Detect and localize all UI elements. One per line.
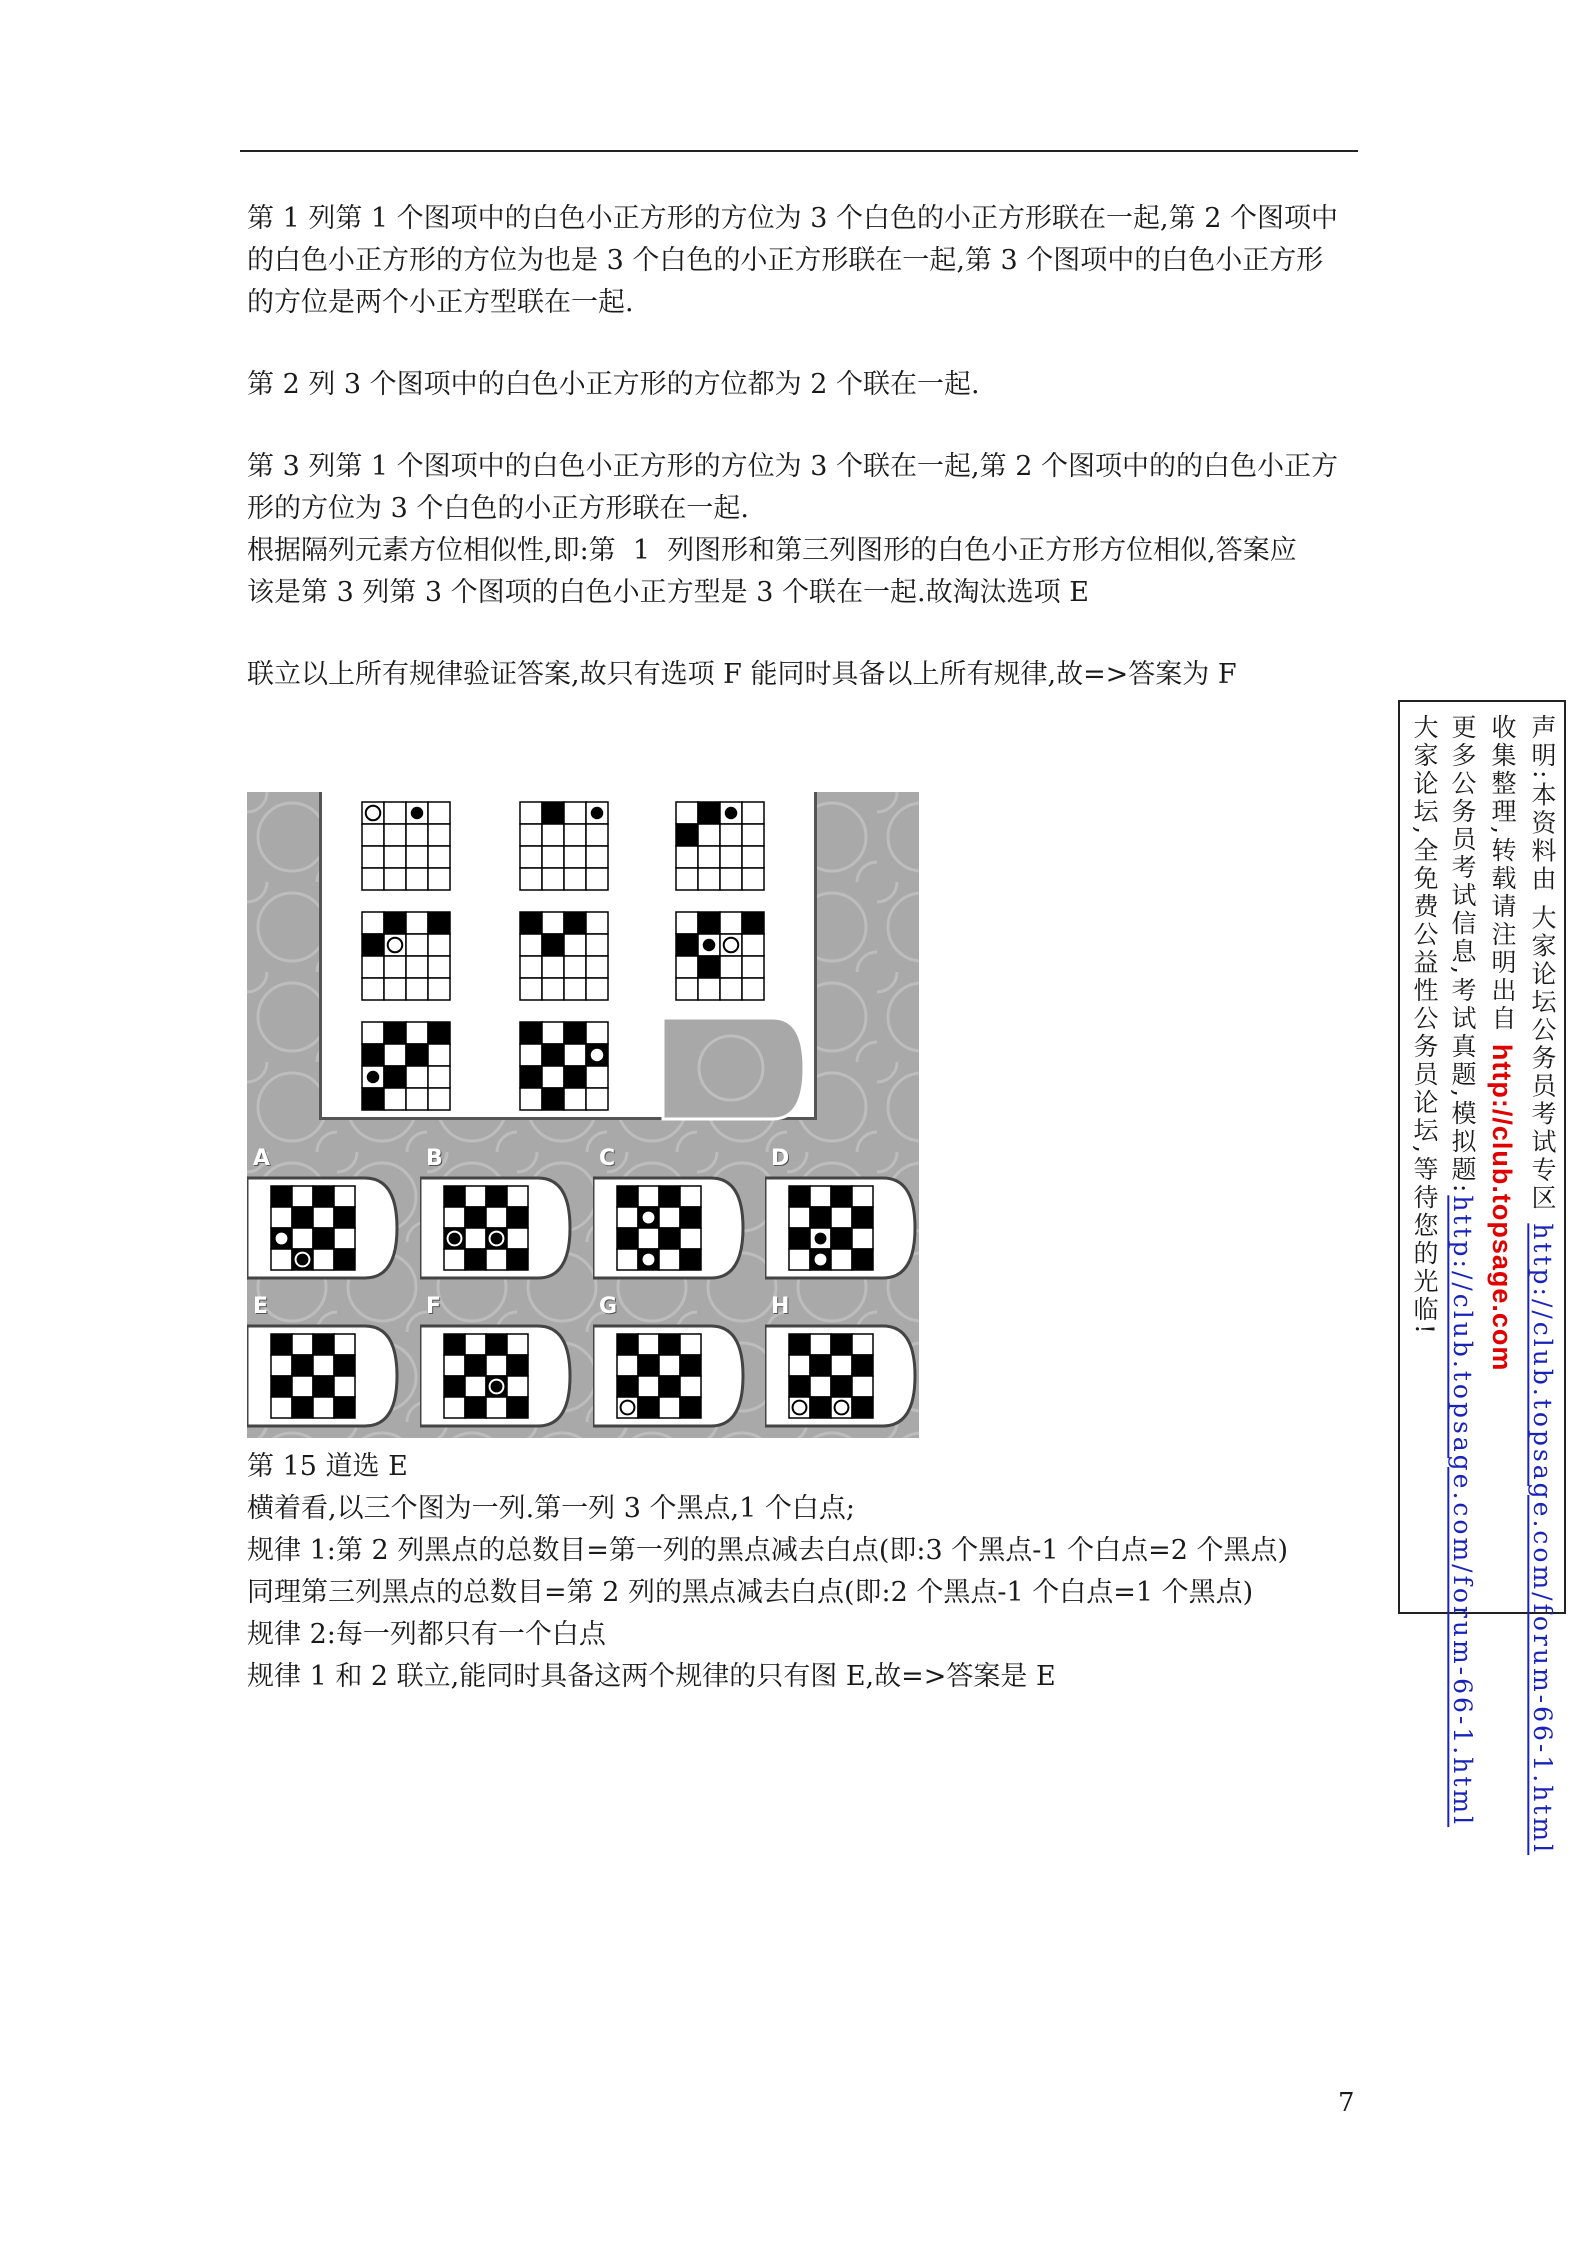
matrix-cell-8 xyxy=(518,1020,610,1112)
option-c[interactable] xyxy=(593,1176,745,1280)
option-letter-c: C xyxy=(599,1146,616,1171)
site-link[interactable]: http://club.topsage.com xyxy=(1487,1043,1517,1372)
matrix-cell-4 xyxy=(360,910,452,1002)
disclaimer-column-3 xyxy=(1446,714,1478,1827)
paragraph-column3: 第 3 列第 1 个图项中的白色小正方形的方位为 3 个联在一起,第 2 个图项中的的白色小正方 形的方位为 3 个白色的小正方形联在一起. 根据隔列元素方位相似性,即:第 1 列图形和第三列图形的白色小正方形方位相似,答案应 该是第 3 列第 3 个图项的白色小正方型是 3 个联在一起.故淘汰选项 E xyxy=(247,451,1338,608)
paragraph-conclusion: 联立以上所有规律验证答案,故只有选项 F 能同时具备以上所有规律,故=>答案为 F xyxy=(247,659,1237,690)
disclaimer-column-2 xyxy=(1486,714,1518,1371)
option-g[interactable] xyxy=(593,1324,745,1428)
paragraph-column1: 第 1 列第 1 个图项中的白色小正方形的方位为 3 个白色的小正方形联在一起,第 2 个图项中 的白色小正方形的方位为也是 3 个白色的小正方形联在一起,第 3 个图项中的白色小正方形 的方位是两个小正方型联在一起. xyxy=(247,203,1338,318)
disclaimer-column-4 xyxy=(1408,714,1440,1337)
option-d[interactable] xyxy=(765,1176,917,1280)
option-letter-g: G xyxy=(599,1294,618,1319)
option-letter-a: A xyxy=(253,1146,271,1171)
paragraph-column2: 第 2 列 3 个图项中的白色小正方形的方位都为 2 个联在一起. xyxy=(247,369,980,400)
option-b[interactable] xyxy=(420,1176,572,1280)
matrix-cell-5 xyxy=(518,910,610,1002)
option-e[interactable] xyxy=(247,1324,399,1428)
option-letter-d: D xyxy=(771,1146,790,1171)
matrix-cell-2 xyxy=(518,800,610,892)
disclaimer-column-1 xyxy=(1526,714,1558,1855)
matrix-cell-7 xyxy=(360,1020,452,1112)
option-letter-h: H xyxy=(771,1294,790,1319)
matrix-cell-3 xyxy=(674,800,766,892)
option-h[interactable] xyxy=(765,1324,917,1428)
option-letter-e: E xyxy=(253,1294,269,1319)
option-f[interactable] xyxy=(420,1324,572,1428)
matrix-cell-1 xyxy=(360,800,452,892)
puzzle-figure xyxy=(247,792,919,1438)
disclaimer-text-4: 大家论坛,全免费公益性公务员论坛,等待您的光临! xyxy=(1410,714,1439,1337)
disclaimer-text-1: 声明:本资料由 大家论坛公务员考试专区 xyxy=(1528,714,1557,1213)
option-letter-f: F xyxy=(426,1294,442,1319)
matrix-cell-6 xyxy=(674,910,766,1002)
header-rule xyxy=(240,150,1358,152)
page-number: 7 xyxy=(1338,2088,1355,2118)
option-letter-b: B xyxy=(426,1146,443,1171)
missing-cell-placeholder xyxy=(661,1016,806,1121)
forum-link-1[interactable]: http://club.topsage.com/forum-66-1.html xyxy=(1528,1223,1557,1856)
disclaimer-text-3: 更多公务员考试信息,考试真题,模拟题: xyxy=(1448,714,1477,1196)
disclaimer-box xyxy=(1398,700,1566,1856)
disclaimer-text-2: 收集整理,转载请注明出自 xyxy=(1488,714,1517,1033)
forum-link-2[interactable]: http://club.topsage.com/forum-66-1.html xyxy=(1448,1195,1477,1828)
option-a[interactable] xyxy=(247,1176,399,1280)
solution-15-text: 第 15 道选 E 横着看,以三个图为一列.第一列 3 个黑点,1 个白点; 规律 1:第 2 列黑点的总数目=第一列的黑点减去白点(即:3 个黑点-1 个白点=2 个黑点) 同理第三列黑点的总数目=第 2 列的黑点减去白点(即:2 个黑点-1 个白点=1 个黑点) 规律 2:每一列都只有一个白点 规律 1 和 2 联立,能同时具备这两个规律的只有图 E,故=>答案是 E xyxy=(247,1451,1289,1692)
